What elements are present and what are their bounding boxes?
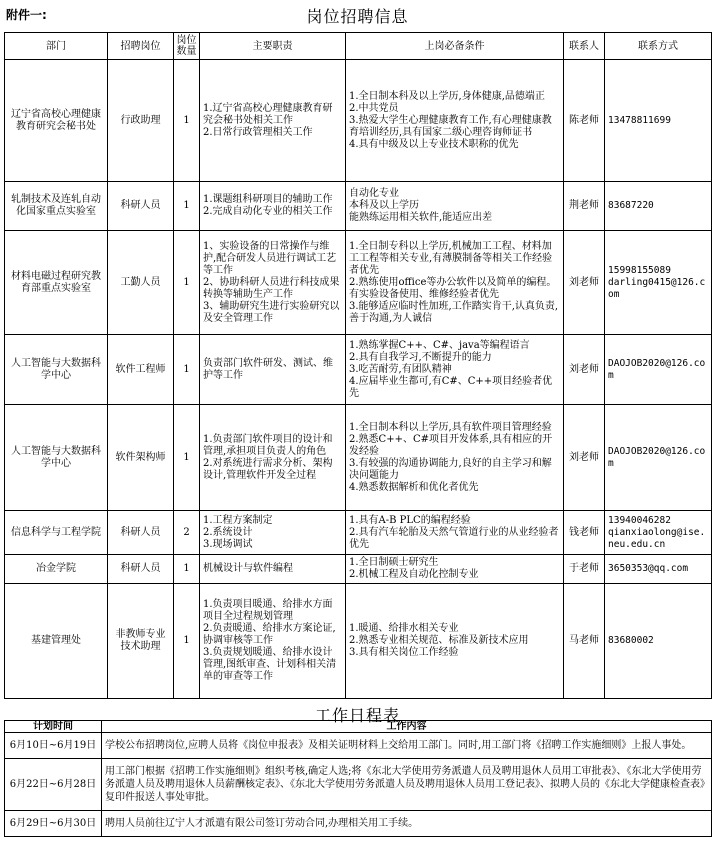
contact-cell: 刘老师 [564, 335, 605, 405]
contact-method-cell-line: 15998155089 [608, 264, 671, 276]
count-cell: 1 [174, 405, 200, 511]
requirements-cell-line: 2.具有汽车轮胎及天然气管道行业的从业经验者优先 [349, 526, 559, 550]
job-row [5, 511, 712, 555]
requirements-cell-line: 1.全日制硕士研究生 [349, 557, 439, 568]
dept-cell: 冶金学院 [5, 555, 108, 584]
schedule-table [4, 720, 712, 837]
contact-method-cell-line: 3650353@qq.com [608, 563, 689, 574]
duties-cell [200, 584, 346, 699]
duties-cell [200, 555, 346, 584]
contact-cell: 陈老师 [564, 60, 605, 182]
duties-cell-line: 1、实验设备的日常操作与维护,配合研发人员进行调试工艺等工作 [203, 240, 337, 276]
requirements-cell-line: 4.具有中级及以上专业技术职称的优先 [349, 138, 519, 150]
contact-cell: 荆老师 [564, 182, 605, 231]
dept-cell: 辽宁省高校心理健康教育研究会秘书处 [5, 60, 108, 182]
position-cell: 科研人员 [108, 182, 174, 231]
schedule-header-row [5, 721, 712, 733]
count-cell: 1 [174, 584, 200, 699]
requirements-cell-line: 1.全日制本科及以上学历,身体健康,品德端正 [349, 90, 545, 102]
contact-cell: 刘老师 [564, 405, 605, 511]
duties-cell-line: 2.对系统进行需求分析、架构设计,管理软件开发全过程 [203, 457, 333, 481]
duties-cell-line: 1.辽宁省高校心理健康教育研究会秘书处相关工作 [203, 102, 333, 126]
contact-method-cell-line: 83687220 [608, 200, 654, 211]
requirements-cell-line: 3.吃苦耐劳,有团队精神 [349, 363, 452, 375]
contact-method-cell-line: qianxiaolong@ise.neu.edu.cn [608, 526, 706, 550]
schedule-header-time: 计划时间 [5, 721, 102, 733]
requirements-cell-line: 2.机械工程及自动化控制专业 [349, 569, 479, 580]
contact-cell: 于老师 [564, 555, 605, 584]
requirements-cell [346, 231, 564, 335]
position-cell: 软件工程师 [108, 335, 174, 405]
schedule-time: 6月10日~6月19日 [5, 733, 102, 759]
requirements-cell-line: 1.熟练掌握C++、C#、java等编程语言 [349, 339, 530, 351]
requirements-cell-line: 2.熟悉专业相关规范、标准及新技术应用 [349, 635, 529, 646]
header-contact: 联系人 [564, 33, 605, 60]
contact-method-cell [605, 511, 712, 555]
requirements-cell-line: 4.应届毕业生都可,有C#、C++项目经验者优先 [349, 375, 553, 399]
duties-cell-line: 1.负责部门软件项目的设计和管理,承担项目负责人的角色 [203, 433, 333, 457]
requirements-cell-line: 2.中共党员 [349, 102, 399, 114]
dept-cell: 材料电磁过程研究教育部重点实验室 [5, 231, 108, 335]
contact-cell: 刘老师 [564, 231, 605, 335]
duties-cell [200, 405, 346, 511]
schedule-content: 用工部门根据《招聘工作实施细则》组织考核,确定人选;将《东北大学使用劳务派遣人员及聘用退休人员用工审批表》、《东北大学使用劳务派遣人员及聘用退休人员薪酬核定表》、《东北大学使用劳务派遣人员及聘用退休人员用工登记表》、拟聘人员的《东北大学健康检查表》复印件报送人事处审批。 [102, 759, 712, 811]
duties-cell-line: 2、协助科研人员进行科技成果转换等辅助生产工作 [203, 276, 340, 300]
requirements-cell-line: 1.全日制专科以上学历,机械加工工程、材料加工工程等相关专业,有薄膜制备等相关工作经验者优先 [349, 240, 553, 276]
job-row [5, 182, 712, 231]
count-cell: 1 [174, 231, 200, 335]
recruit-title: 岗位招聘信息 [306, 7, 409, 26]
duties-cell-line: 3.负责规划暖通、给排水设计管理,图纸审查、计划科相关清单的审查等工作 [203, 647, 337, 682]
job-row [5, 405, 712, 511]
contact-cell: 钱老师 [564, 511, 605, 555]
dept-cell: 基建管理处 [5, 584, 108, 699]
schedule-row [5, 811, 712, 837]
dept-cell: 轧制技术及连轧自动化国家重点实验室 [5, 182, 108, 231]
job-row [5, 555, 712, 584]
schedule-title: 工作日程表 [314, 706, 400, 725]
requirements-cell [346, 182, 564, 231]
dept-cell: 信息科学与工程学院 [5, 511, 108, 555]
requirements-cell [346, 335, 564, 405]
count-cell: 1 [174, 555, 200, 584]
header-method: 联系方式 [605, 33, 712, 60]
requirements-cell [346, 60, 564, 182]
requirements-cell-line: 4.熟悉数据解析和优化者优先 [349, 481, 479, 493]
requirements-cell-line: 3.热爱大学生心理健康教育工作,有心理健康教育培训经历,具有国家二级心理咨询师证书 [349, 114, 552, 138]
requirements-cell-line: 2.具有自我学习,不断提升的能力 [349, 351, 492, 363]
contact-method-cell-line: 13940046282 [608, 514, 671, 526]
dept-cell: 人工智能与大数据科学中心 [5, 335, 108, 405]
contact-method-cell [605, 182, 712, 231]
position-cell: 行政助理 [108, 60, 174, 182]
header-duties: 主要职责 [200, 33, 346, 60]
schedule-row [5, 733, 712, 759]
requirements-cell-line: 能熟练运用相关软件,能适应出差 [349, 212, 493, 223]
contact-method-cell [605, 335, 712, 405]
job-row [5, 584, 712, 699]
count-cell: 2 [174, 511, 200, 555]
contact-method-cell [605, 405, 712, 511]
job-row [5, 60, 712, 182]
contact-method-cell [605, 231, 712, 335]
duties-cell-line: 3、辅助研究生进行实验研究以及安全管理工作 [203, 300, 340, 324]
contact-method-cell-line: darling0415@126.com [608, 276, 706, 300]
requirements-cell-line: 本科及以上学历 [349, 200, 419, 211]
requirements-cell-line: 1.全日制本科以上学历,具有软件项目管理经验 [349, 421, 552, 433]
schedule-content: 学校公布招聘岗位,应聘人员将《岗位申报表》及相关证明材料上交给用工部门。同时,用工部门将《招聘工作实施细则》上报人事处。 [102, 733, 712, 759]
position-cell: 非教师专业技术助理 [108, 584, 174, 699]
position-cell: 工勤人员 [108, 231, 174, 335]
position-cell: 科研人员 [108, 555, 174, 584]
schedule-content: 聘用人员前往辽宁人才派遣有限公司签订劳动合同,办理相关用工手续。 [102, 811, 712, 837]
count-cell: 1 [174, 60, 200, 182]
count-cell: 1 [174, 335, 200, 405]
duties-cell [200, 60, 346, 182]
schedule-time: 6月22日~6月28日 [5, 759, 102, 811]
requirements-cell [346, 555, 564, 584]
position-cell: 科研人员 [108, 511, 174, 555]
recruit-table [4, 32, 712, 699]
header-requirements: 上岗必备条件 [346, 33, 564, 60]
contact-method-cell [605, 584, 712, 699]
attachment-label: 附件一: [6, 8, 47, 22]
requirements-cell-line: 2.熟悉C++、C#项目开发体系,具有相应的开发经验 [349, 433, 553, 457]
duties-cell-line: 3.现场调试 [203, 538, 253, 550]
requirements-cell [346, 405, 564, 511]
dept-cell: 人工智能与大数据科学中心 [5, 405, 108, 511]
header-dept: 部门 [5, 33, 108, 60]
requirements-cell [346, 584, 564, 699]
job-row [5, 231, 712, 335]
duties-cell-line: 机械设计与软件编程 [203, 563, 293, 574]
contact-method-cell-line: 13478811699 [608, 114, 671, 126]
duties-cell [200, 335, 346, 405]
requirements-cell-line: 1.具有A-B PLC的编程经验 [349, 514, 471, 526]
duties-cell-line: 2.负责暖通、给排水方案论证,协调审核等工作 [203, 623, 336, 646]
contact-cell: 马老师 [564, 584, 605, 699]
position-cell: 软件架构师 [108, 405, 174, 511]
contact-method-cell-line: DAOJOB2020@126.com [608, 445, 706, 469]
duties-cell-line: 2.系统设计 [203, 526, 253, 538]
duties-cell [200, 182, 346, 231]
header-position: 招聘岗位 [108, 33, 174, 60]
duties-cell-line: 负责部门软件研发、测试、维护等工作 [203, 357, 333, 381]
header-count: 岗位数量 [174, 33, 200, 60]
contact-method-cell [605, 555, 712, 584]
job-row [5, 335, 712, 405]
count-cell: 1 [174, 182, 200, 231]
contact-method-cell-line: DAOJOB2020@126.com [608, 357, 706, 381]
contact-method-cell-line: 83680002 [608, 635, 654, 646]
requirements-cell-line: 3.能够适应临时性加班,工作踏实肯干,认真负责,善于沟通,为人诚信 [349, 300, 559, 324]
schedule-header-content: 工作内容 [102, 721, 712, 733]
duties-cell [200, 231, 346, 335]
duties-cell [200, 511, 346, 555]
requirements-cell-line: 自动化专业 [349, 188, 399, 199]
requirements-cell-line: 3.有较强的沟通协调能力,良好的自主学习和解决问题能力 [349, 457, 552, 481]
requirements-cell-line: 1.暖通、给排水相关专业 [349, 623, 459, 634]
schedule-time: 6月29日~6月30日 [5, 811, 102, 837]
duties-cell-line: 1.工程方案制定 [203, 514, 273, 526]
duties-cell-line: 2.日常行政管理相关工作 [203, 126, 313, 138]
duties-cell-line: 1.课题组科研项目的辅助工作 [203, 194, 333, 205]
duties-cell-line: 2.完成自动化专业的相关工作 [203, 206, 333, 217]
requirements-cell-line: 3.具有相关岗位工作经验 [349, 647, 459, 658]
schedule-row [5, 759, 712, 811]
requirements-cell [346, 511, 564, 555]
contact-method-cell [605, 60, 712, 182]
header-row [5, 33, 712, 60]
duties-cell-line: 1.负责项目暖通、给排水方面项目全过程规划管理 [203, 599, 333, 622]
requirements-cell-line: 2.熟练使用office等办公软件以及简单的编程。有实验设备使用、维修经验者优先 [349, 276, 557, 300]
